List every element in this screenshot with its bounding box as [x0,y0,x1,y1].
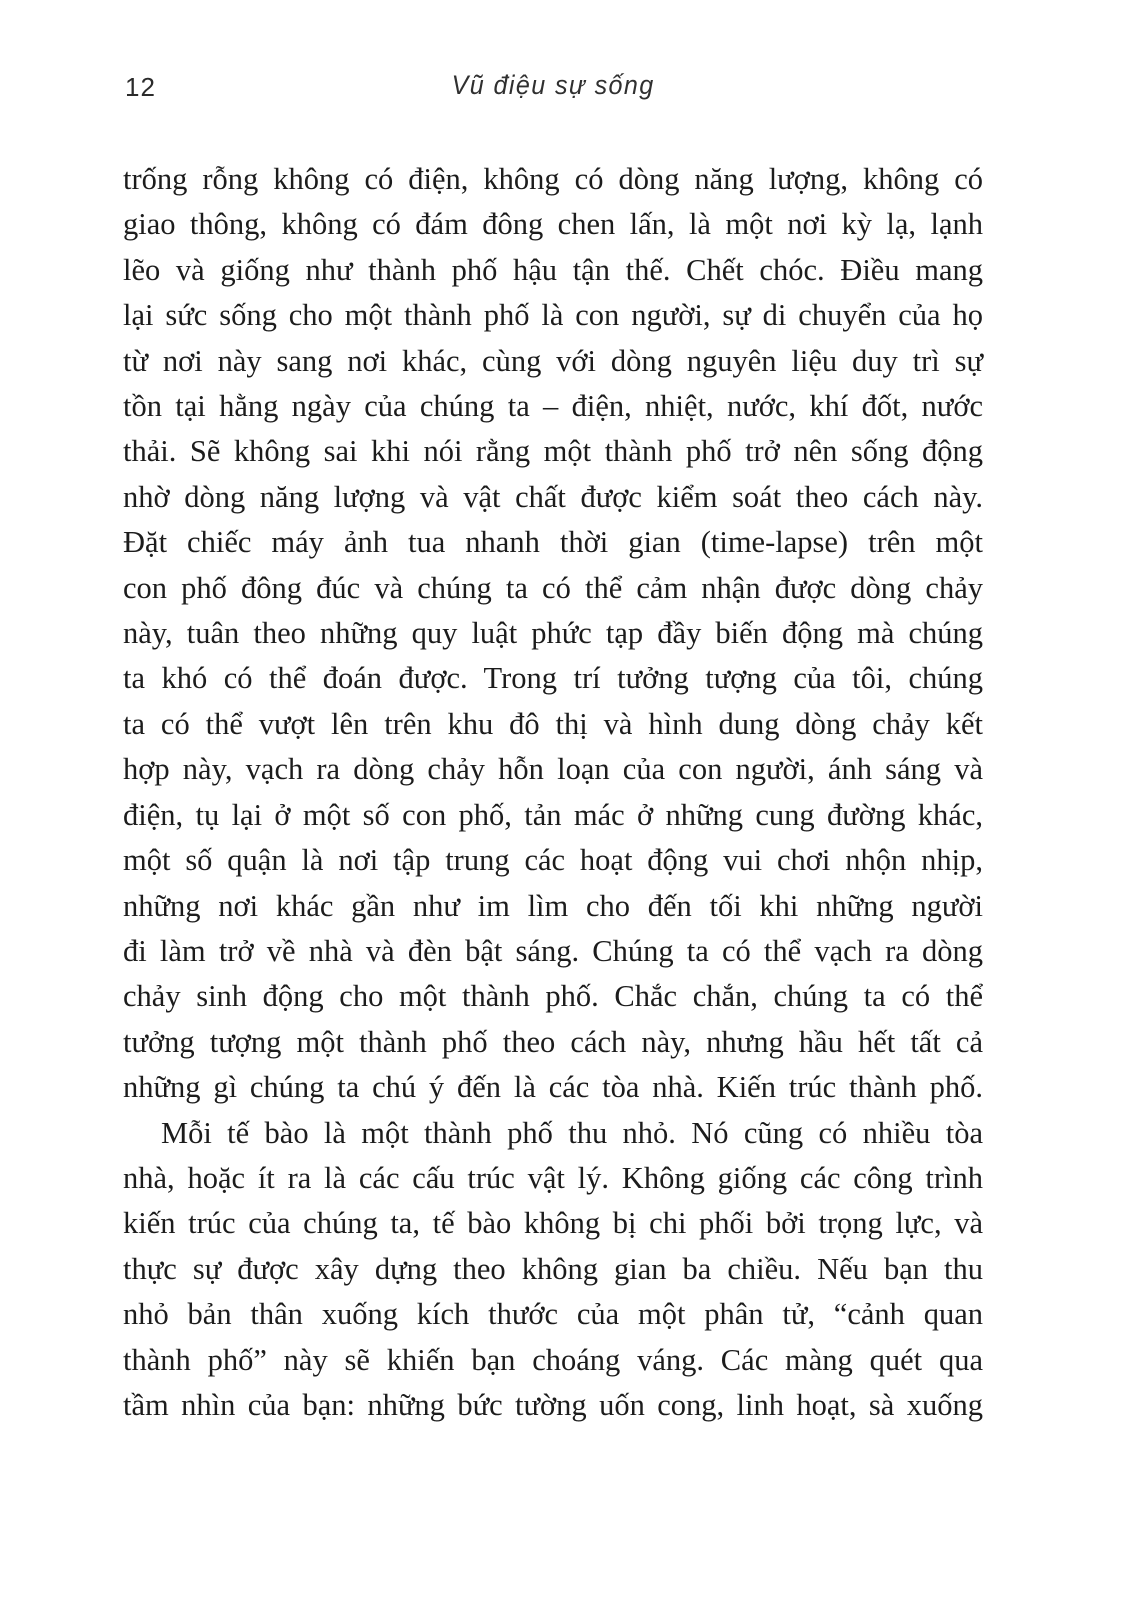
text-line: nhà, hoặc ít ra là các cấu trúc vật lý. Không giống các công trình [123,1160,983,1195]
text-line: thực sự được xây dựng theo không gian ba chiều. Nếu bạn thu [123,1251,983,1286]
text-line: tưởng tượng một thành phố theo cách này, nhưng hầu hết tất cả [123,1024,983,1059]
text-line: Mỗi tế bào là một thành phố thu nhỏ. Nó cũng có nhiều tòa [161,1115,983,1150]
text-line: này, tuân theo những quy luật phức tạp đầy biến động mà chúng [123,616,983,651]
body-text [123,157,983,1428]
text-line: giao thông, không có đám đông chen lấn, là một nơi kỳ lạ, lạnh [123,207,983,242]
text-line: đi làm trở về nhà và đèn bật sáng. Chúng ta có thể vạch ra dòng [123,933,983,968]
text-line: tầm nhìn của bạn: những bức tường uốn cong, linh hoạt, sà xuống [123,1387,983,1422]
text-line: tồn tại hằng ngày của chúng ta – điện, nhiệt, nước, khí đốt, nước [123,389,983,424]
text-line: ta có thể vượt lên trên khu đô thị và hình dung dòng chảy kết [123,706,983,741]
text-line: trống rỗng không có điện, không có dòng năng lượng, không có [123,162,983,196]
text-line: thải. Sẽ không sai khi nói rằng một thành phố trở nên sống động [123,434,983,469]
text-line: thành phố” này sẽ khiến bạn choáng váng. Các màng quét qua [123,1342,983,1377]
text-line: một số quận là nơi tập trung các hoạt động vui chơi nhộn nhịp, [123,843,983,878]
text-line: Đặt chiếc máy ảnh tua nhanh thời gian (time-lapse) trên một [123,525,983,560]
text-line: từ nơi này sang nơi khác, cùng với dòng nguyên liệu duy trì sự [123,343,983,378]
text-line: con phố đông đúc và chúng ta có thể cảm nhận được dòng chảy [123,570,983,605]
text-line: những gì chúng ta chú ý đến là các tòa nhà. Kiến trúc thành phố. [123,1070,983,1105]
text-line: ta khó có thể đoán được. Trong trí tưởng tượng của tôi, chúng [123,661,983,696]
text-line: nhỏ bản thân xuống kích thước của một phân tử, “cảnh quan [123,1297,983,1332]
text-line: chảy sinh động cho một thành phố. Chắc chắn, chúng ta có thể [123,979,983,1014]
running-title: Vũ điệu sự sống [451,70,655,100]
text-line: điện, tụ lại ở một số con phố, tản mác ở những cung đường khác, [123,797,983,832]
page-header [123,70,983,104]
text-line: những nơi khác gần như im lìm cho đến tối khi những người [123,888,983,923]
paragraph [123,1111,983,1429]
text-line: lẽo và giống như thành phố hậu tận thế. Chết chóc. Điều mang [123,252,983,287]
text-line: hợp này, vạch ra dòng chảy hỗn loạn của con người, ánh sáng và [123,752,983,787]
text-line: lại sức sống cho một thành phố là con người, sự di chuyển của họ [123,298,983,333]
text-line: kiến trúc của chúng ta, tế bào không bị chi phối bởi trọng lực, và [123,1206,983,1241]
page-number: 12 [125,72,156,102]
text-line: nhờ dòng năng lượng và vật chất được kiểm soát theo cách này. [123,479,983,514]
running-title-wrap [123,70,983,101]
paragraph [123,157,983,1111]
